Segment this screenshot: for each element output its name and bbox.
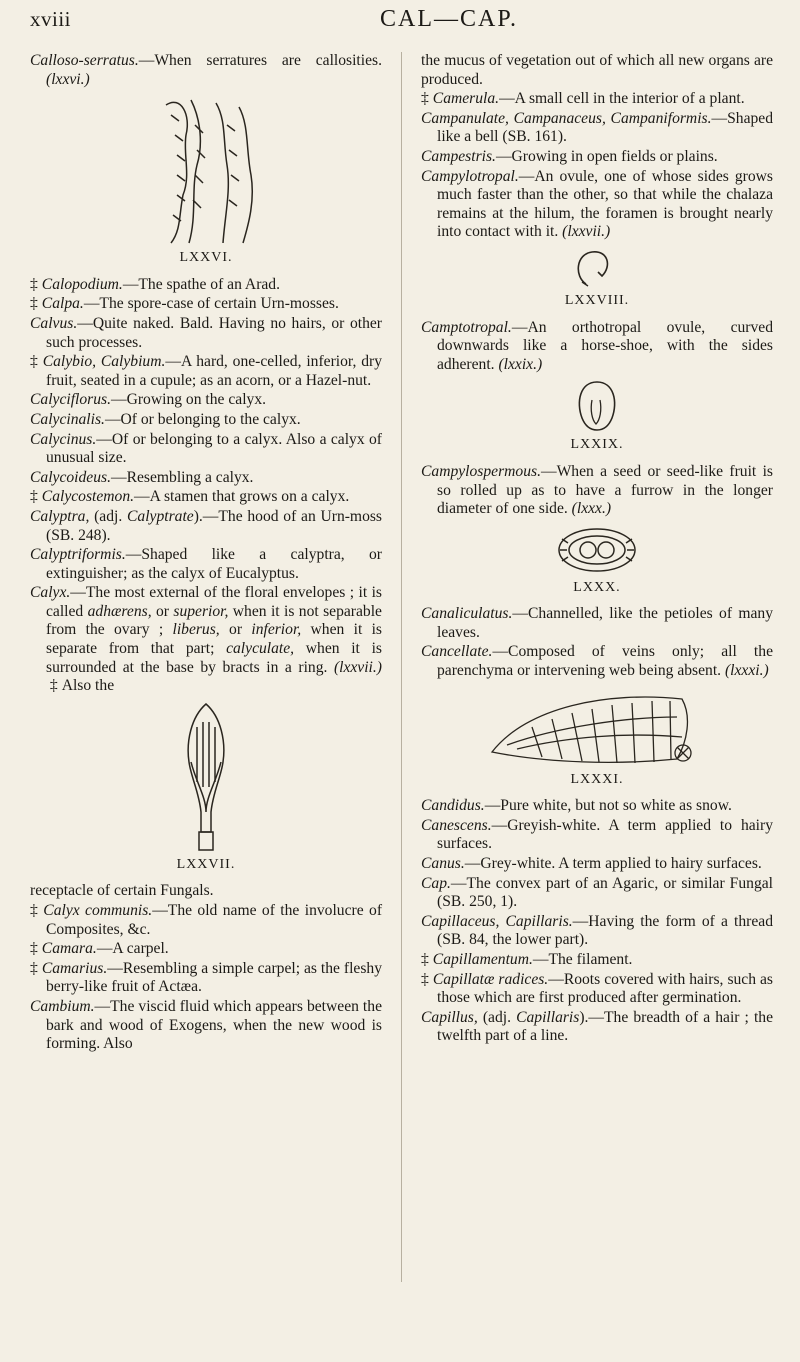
figure-caption: LXXXI.	[570, 771, 624, 787]
cancellate-leaf-illustration	[487, 687, 707, 767]
entry-camarius: ‡ Camarius.—Resembling a simple carpel; as the fleshy berry-like fruit of Actæa.	[30, 959, 382, 996]
figure-lxxx	[421, 525, 773, 575]
entry-calycinus: Calycinus.—Of or belonging to a calyx. Also a calyx of unusual size.	[30, 430, 382, 467]
left-column	[30, 52, 382, 1055]
figure-caption: LXXVIII.	[564, 292, 630, 308]
figure-lxxvi	[30, 95, 382, 245]
entry-camptotropal: Camptotropal.—An orthotropal ovule, curved downwards like a horse-shoe, with the sides adherent. (lxxix.)	[421, 318, 773, 373]
figure-caption: LXXIX.	[570, 437, 624, 453]
entry-cambium: Cambium.—The viscid fluid which appears between the bark and wood of Exogens, when the new wood is forming. Also	[30, 998, 382, 1053]
calloso-serratus-illustration	[131, 95, 281, 245]
entry-calycinalis: Calycinalis.—Of or belonging to the calyx.	[30, 410, 301, 428]
entry-calycostemon: ‡ Calycostemon.—A stamen that grows on a calyx.	[30, 488, 350, 506]
entry-cap: Cap.—The convex part of an Agaric, or similar Fungal (SB. 250, 1).	[421, 874, 773, 911]
entry-calyptra: Calyptra, (adj. Calyptrate).—The hood of an Urn-moss (SB. 248).	[30, 507, 382, 544]
entry-calyx-continued: receptacle of certain Fungals.	[30, 882, 214, 900]
calyx-illustration	[161, 702, 251, 852]
entry-calpa: ‡ Calpa.—The spore-case of certain Urn-mosses.	[30, 295, 339, 313]
entry-camerula: ‡ Camerula.—A small cell in the interior of a plant.	[421, 90, 745, 108]
entry-campylospermous: Campylospermous.—When a seed or seed-like fruit is so rolled up as to have a furrow in the longer diameter of one side. (lxxx.)	[421, 462, 773, 518]
figure-caption: LXXVII.	[176, 856, 236, 872]
entry-campanulate: Campanulate, Campanaceus, Campaniformis.—Shaped like a bell (SB. 161).	[421, 109, 773, 146]
entry-calloso-serratus: Calloso-serratus.—When serratures are callosities. (lxxvi.)	[30, 52, 382, 88]
entry-canaliculatus: Canaliculatus.—Channelled, like the petioles of many leaves.	[421, 605, 773, 641]
entry-calyptriformis: Calyptriformis.—Shaped like a calyptra, or extinguisher; as the calyx of Eucalyptus.	[30, 546, 382, 582]
figure-caption: LXXX.	[573, 579, 621, 595]
running-head: CAL—CAP.	[380, 6, 519, 32]
figure-lxxxi	[421, 687, 773, 767]
entry-calyx: Calyx.—The most external of the floral envelopes ; it is called adhærens, or superior, when it is not separable from the ovary ; liberus, or inferior, when it is separate from that part; calyculate, when it is surrounded at the base by bracts in a ring. (lxxvii.) ‡ Also the	[30, 584, 382, 695]
entry-capillamentum: ‡ Capillamentum.—The filament.	[421, 951, 633, 968]
entry-capillus: Capillus, (adj. Capillaris).—The breadth of a hair ; the twelfth part of a line.	[421, 1008, 773, 1045]
entry-cambium-continued: the mucus of vegetation out of which all new organs are produced.	[421, 52, 773, 88]
entry-calopodium: ‡ Calopodium.—The spathe of an Arad.	[30, 275, 280, 293]
figure-lxxvii	[30, 702, 382, 852]
entry-campestris: Campestris.—Growing in open fields or plains.	[421, 147, 718, 165]
entry-calvus: Calvus.—Quite naked. Bald. Having no hairs, or other such processes.	[30, 314, 382, 351]
figure-lxxviii	[421, 248, 773, 288]
campylospermous-seed-illustration	[552, 525, 642, 575]
entry-calyx-communis: ‡ Calyx communis.—The old name of the involucre of Composites, &c.	[30, 902, 383, 938]
campylotropal-ovule-illustration	[572, 248, 622, 288]
entry-canus: Canus.—Grey-white. A term applied to hairy surfaces.	[421, 855, 762, 873]
entry-canescens: Canescens.—Greyish-white. A term applied to hairy surfaces.	[421, 816, 773, 853]
entry-candidus: Candidus.—Pure white, but not so white as snow.	[421, 797, 732, 815]
entry-camara: ‡ Camara.—A carpel.	[30, 940, 169, 958]
entry-capillatae-radices: ‡ Capillatæ radices.—Roots covered with hairs, such as those which are first produced after germination.	[421, 970, 774, 1007]
figure-lxxix	[421, 380, 773, 432]
entry-campylotropal: Campylotropal.—An ovule, one of whose sides grows much faster than the other, so that while the chalaza remains at the hilum, the foramen is brought nearly into contact with it. (lxxvii.)	[421, 167, 773, 241]
entry-cancellate: Cancellate.—Composed of veins only; all the parenchyma or intervening web being absent. (lxxxi.)	[421, 643, 773, 680]
entry-capillaceus: Capillaceus, Capillaris.—Having the form of a thread (SB. 84, the lower part).	[421, 912, 773, 949]
camptotropal-ovule-illustration	[572, 380, 622, 432]
entry-calycoideus: Calycoideus.—Resembling a calyx.	[30, 468, 254, 486]
entry-calyciflorus: Calyciflorus.—Growing on the calyx.	[30, 391, 267, 409]
figure-caption: LXXVI.	[179, 250, 233, 266]
page-number: xviii	[30, 7, 72, 31]
column-rule	[401, 52, 402, 1282]
right-column	[421, 52, 773, 1047]
entry-calybio: ‡ Calybio, Calybium.—A hard, one-celled, inferior, dry fruit, seated in a cupule; as an acorn, or a Hazel-nut.	[30, 353, 382, 389]
